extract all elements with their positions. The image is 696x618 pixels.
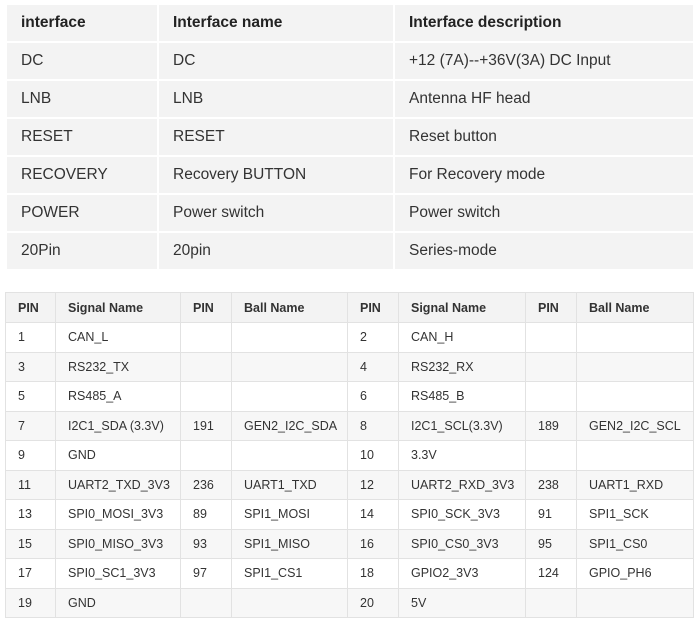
- ball-pin-cell: 95: [526, 529, 577, 559]
- ball-pin-cell: [181, 441, 232, 471]
- interface-row: [6, 80, 694, 118]
- signal-name-cell: SPI0_SCK_3V3: [399, 500, 526, 530]
- interface-description-cell: For Recovery mode: [394, 156, 694, 194]
- ball-name-cell: [232, 323, 348, 353]
- pin-cell: 14: [348, 500, 399, 530]
- signal-name-cell: SPI0_MISO_3V3: [56, 529, 181, 559]
- signal-name-cell: RS485_B: [399, 382, 526, 412]
- interface-name-cell: Recovery BUTTON: [158, 156, 394, 194]
- ball-pin-cell: [526, 441, 577, 471]
- ball-pin-cell: 238: [526, 470, 577, 500]
- ball-pin-cell: 91: [526, 500, 577, 530]
- signal-name-cell: CAN_L: [56, 323, 181, 353]
- interface-cell: RESET: [6, 118, 158, 156]
- pin-row: [6, 588, 694, 618]
- ball-name-cell: SPI1_CS1: [232, 559, 348, 589]
- signal-name-cell: 5V: [399, 588, 526, 618]
- pin-row: [6, 559, 694, 589]
- interface-description-cell: +12 (7A)--+36V(3A) DC Input: [394, 42, 694, 80]
- pin-row: [6, 529, 694, 559]
- pin-cell: 7: [6, 411, 56, 441]
- pin-row: [6, 470, 694, 500]
- ball-name-cell: UART1_RXD: [577, 470, 694, 500]
- ball-name-cell: SPI1_CS0: [577, 529, 694, 559]
- ball-pin-cell: 89: [181, 500, 232, 530]
- ball-pin-cell: [526, 588, 577, 618]
- header-interface: interface: [6, 4, 158, 42]
- interface-name-cell: LNB: [158, 80, 394, 118]
- ball-pin-cell: [181, 323, 232, 353]
- ball-name-cell: GEN2_I2C_SCL: [577, 411, 694, 441]
- ball-name-cell: GPIO_PH6: [577, 559, 694, 589]
- ball-pin-cell: [526, 352, 577, 382]
- pin-table-header-5: Signal Name: [399, 293, 526, 323]
- interface-name-cell: DC: [158, 42, 394, 80]
- signal-name-cell: RS232_RX: [399, 352, 526, 382]
- signal-name-cell: UART2_RXD_3V3: [399, 470, 526, 500]
- pin-cell: 18: [348, 559, 399, 589]
- interface-row: [6, 118, 694, 156]
- pin-table-header-row: [6, 293, 694, 323]
- pin-row: [6, 500, 694, 530]
- pin-cell: 5: [6, 382, 56, 412]
- interface-cell: DC: [6, 42, 158, 80]
- signal-name-cell: SPI0_CS0_3V3: [399, 529, 526, 559]
- interface-cell: 20Pin: [6, 232, 158, 270]
- signal-name-cell: SPI0_SC1_3V3: [56, 559, 181, 589]
- interface-cell: LNB: [6, 80, 158, 118]
- signal-name-cell: I2C1_SDA (3.3V): [56, 411, 181, 441]
- pin-cell: 20: [348, 588, 399, 618]
- signal-name-cell: SPI0_MOSI_3V3: [56, 500, 181, 530]
- pin-cell: 10: [348, 441, 399, 471]
- signal-name-cell: GND: [56, 588, 181, 618]
- ball-pin-cell: [526, 382, 577, 412]
- interface-name-cell: RESET: [158, 118, 394, 156]
- ball-name-cell: [232, 441, 348, 471]
- interface-cell: POWER: [6, 194, 158, 232]
- header-interface-description: Interface description: [394, 4, 694, 42]
- interface-name-cell: Power switch: [158, 194, 394, 232]
- pin-table-header-7: Ball Name: [577, 293, 694, 323]
- pin-table-header-4: PIN: [348, 293, 399, 323]
- pin-cell: 6: [348, 382, 399, 412]
- header-interface-name: Interface name: [158, 4, 394, 42]
- pin-row: [6, 411, 694, 441]
- ball-name-cell: [232, 382, 348, 412]
- ball-pin-cell: 191: [181, 411, 232, 441]
- pin-row: [6, 323, 694, 353]
- interface-table: [5, 3, 695, 271]
- signal-name-cell: I2C1_SCL(3.3V): [399, 411, 526, 441]
- interface-description-cell: Power switch: [394, 194, 694, 232]
- ball-pin-cell: [181, 352, 232, 382]
- interface-name-cell: 20pin: [158, 232, 394, 270]
- interface-description-cell: Reset button: [394, 118, 694, 156]
- ball-name-cell: [577, 382, 694, 412]
- pin-table-header-6: PIN: [526, 293, 577, 323]
- pin-table-header-3: Ball Name: [232, 293, 348, 323]
- ball-name-cell: [577, 441, 694, 471]
- interface-description-cell: Antenna HF head: [394, 80, 694, 118]
- ball-pin-cell: [181, 382, 232, 412]
- ball-pin-cell: 236: [181, 470, 232, 500]
- interface-cell: RECOVERY: [6, 156, 158, 194]
- ball-name-cell: UART1_TXD: [232, 470, 348, 500]
- ball-pin-cell: 93: [181, 529, 232, 559]
- ball-name-cell: [232, 588, 348, 618]
- ball-pin-cell: [181, 588, 232, 618]
- pin-cell: 3: [6, 352, 56, 382]
- interface-table-header-row: [6, 4, 694, 42]
- pin-cell: 1: [6, 323, 56, 353]
- ball-pin-cell: [526, 323, 577, 353]
- ball-name-cell: SPI1_SCK: [577, 500, 694, 530]
- interface-row: [6, 156, 694, 194]
- ball-name-cell: GEN2_I2C_SDA: [232, 411, 348, 441]
- ball-name-cell: [577, 588, 694, 618]
- pin-row: [6, 352, 694, 382]
- pin-cell: 12: [348, 470, 399, 500]
- pin-row: [6, 382, 694, 412]
- ball-name-cell: [232, 352, 348, 382]
- pin-cell: 13: [6, 500, 56, 530]
- pin-cell: 19: [6, 588, 56, 618]
- pin-cell: 15: [6, 529, 56, 559]
- signal-name-cell: RS485_A: [56, 382, 181, 412]
- pin-cell: 16: [348, 529, 399, 559]
- signal-name-cell: UART2_TXD_3V3: [56, 470, 181, 500]
- ball-name-cell: [577, 352, 694, 382]
- signal-name-cell: RS232_TX: [56, 352, 181, 382]
- pin-table: [5, 292, 694, 618]
- signal-name-cell: GPIO2_3V3: [399, 559, 526, 589]
- pin-cell: 17: [6, 559, 56, 589]
- pin-table-header-1: Signal Name: [56, 293, 181, 323]
- ball-pin-cell: 97: [181, 559, 232, 589]
- pin-cell: 8: [348, 411, 399, 441]
- pin-table-header-0: PIN: [6, 293, 56, 323]
- ball-name-cell: SPI1_MISO: [232, 529, 348, 559]
- pin-table-header-2: PIN: [181, 293, 232, 323]
- ball-pin-cell: 189: [526, 411, 577, 441]
- interface-row: [6, 232, 694, 270]
- pin-row: [6, 441, 694, 471]
- signal-name-cell: 3.3V: [399, 441, 526, 471]
- ball-pin-cell: 124: [526, 559, 577, 589]
- pin-cell: 11: [6, 470, 56, 500]
- signal-name-cell: GND: [56, 441, 181, 471]
- interface-description-cell: Series-mode: [394, 232, 694, 270]
- ball-name-cell: [577, 323, 694, 353]
- signal-name-cell: CAN_H: [399, 323, 526, 353]
- interface-row: [6, 194, 694, 232]
- pin-cell: 9: [6, 441, 56, 471]
- interface-row: [6, 42, 694, 80]
- ball-name-cell: SPI1_MOSI: [232, 500, 348, 530]
- pin-cell: 2: [348, 323, 399, 353]
- pin-cell: 4: [348, 352, 399, 382]
